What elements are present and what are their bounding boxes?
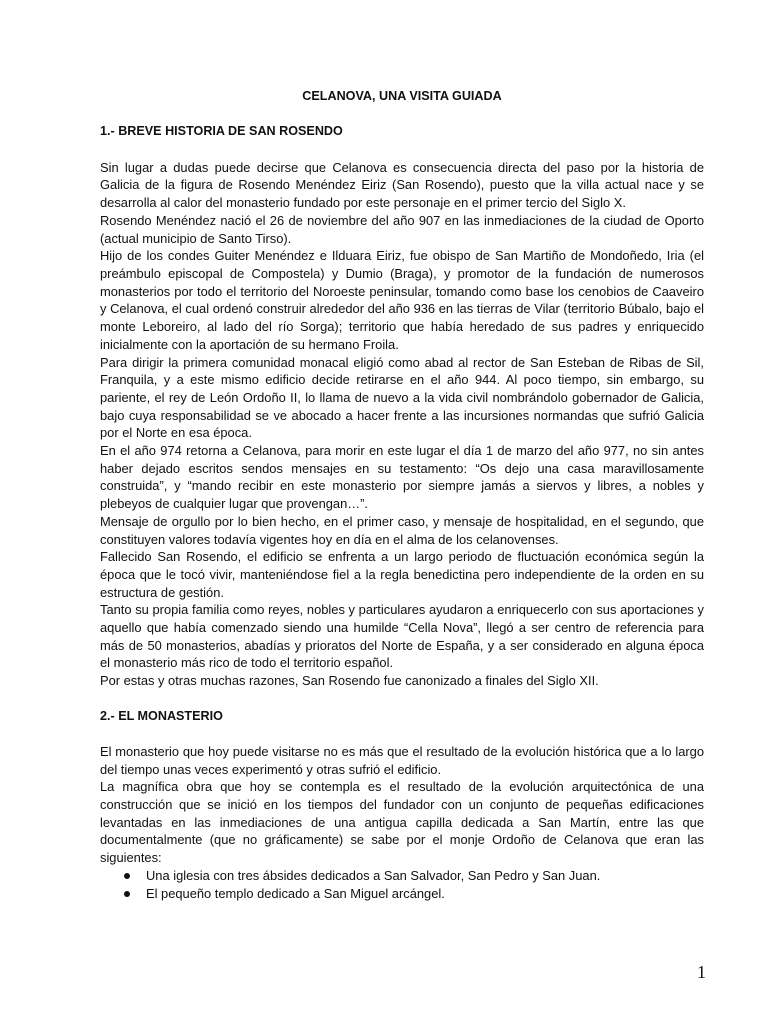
section-heading-monastery: 2.- EL MONASTERIO [100, 708, 223, 723]
bullet-icon [124, 873, 130, 879]
paragraph: Sin lugar a dudas puede decirse que Celanova es consecuencia directa del paso por la historia de Galicia de la figura de Rosendo Menéndez Eiriz (San Rosendo), puesto que la villa actual nace y se desarrolla al calor del monasterio fundado por este personaje en el primer tercio del Siglo X. [100, 159, 704, 211]
spacer [100, 690, 704, 708]
paragraph: La magnífica obra que hoy se contempla es el resultado de la evolución arquitectónica de una construcción que se inició en los tiempos del fundador con un conjunto de pequeñas edificaciones levantadas en las inmediaciones de una antigua capilla dedicada a San Martín, entre las que documentalmente (que no gráficamente) se sabe por el monje Ordoño de Celanova que eran las siguientes: [100, 779, 704, 866]
paragraph: Tanto su propia familia como reyes, nobles y particulares ayudaron a enriquecerlo con sus aportaciones y aquello que había comenzado siendo una humilde “Cella Nova”, llegó a ser centro de referencia para más de 50 monasterios, abadías y prioratos del Norte de España, y a ser considerado en alguna época el monasterio más rico de todo el territorio español. [100, 602, 704, 671]
list-item [100, 885, 704, 903]
page-number: 1 [697, 962, 706, 982]
bullet-icon [124, 891, 130, 897]
list-item [100, 867, 704, 885]
list-item-text: El pequeño templo dedicado a San Miguel arcángel. [146, 885, 445, 901]
paragraph: Para dirigir la primera comunidad monacal eligió como abad al rector de San Esteban de Ribas de Sil, Franquila, y a este mismo edificio decide retirarse en el año 944. Al poco tiempo, sin embargo, su pariente, el rey de León Ordoño II, lo llama de nuevo a la vida civil nombrándolo gobernador de Galicia, bajo cuya responsabilidad se ve abocado a hacer frente a las incursiones normandas que sufrió Galicia por el Norte en esa época. [100, 354, 704, 441]
bullet-list [100, 867, 704, 902]
paragraph: Fallecido San Rosendo, el edificio se enfrenta a un largo periodo de fluctuación económica según la época que le tocó vivir, manteniéndose fiel a la regla benedictina pero independiente de la orden en su estructura de gestión. [100, 549, 704, 600]
paragraph: En el año 974 retorna a Celanova, para morir en este lugar el día 1 de marzo del año 977, no sin antes haber dejado escritos sendos mensajes en su testamento: “Os dejo una casa maravillosamente construida”, y “mando recibir en este monasterio por siempre jamás a siervos y libres, a nobles y plebeyos de cualquier lugar que provengan…”. [100, 443, 704, 512]
document-page [100, 88, 704, 902]
paragraph: Por estas y otras muchas razones, San Rosendo fue canonizado a finales del Siglo XII. [100, 673, 599, 689]
document-title: CELANOVA, UNA VISITA GUIADA [302, 89, 502, 103]
paragraph: Rosendo Menéndez nació el 26 de noviembre del año 907 en las inmediaciones de la ciudad de Oporto (actual municipio de Santo Tirso). [100, 212, 704, 246]
paragraph: Hijo de los condes Guiter Menéndez e Ilduara Eiriz, fue obispo de San Martiño de Mondoñedo, Iria (el preámbulo episcopal de Compostela) y Dumio (Braga), y promotor de la fundación de numerosos monasterios por todo el territorio del Noroeste peninsular, tomando como base los cenobios de Caaveiro y Celanova, el cual ordenó construir alrededor del año 936 en las tierras de Vilar (territorio Búbalo, bajo el monte Leboreiro, al lado del río Sorga); territorio que había heredado de sus padres y enriquecido inicialmente con la aportación de su hermano Froila. [100, 248, 704, 352]
section-heading-history: 1.- BREVE HISTORIA DE SAN ROSENDO [100, 124, 343, 139]
paragraph: El monasterio que hoy puede visitarse no es más que el resultado de la evolución histórica que a lo largo del tiempo unas veces experimentó y otras sufrió el edificio. [100, 743, 704, 777]
paragraph: Mensaje de orgullo por lo bien hecho, en el primer caso, y mensaje de hospitalidad, en el segundo, que constituyen valores todavía vigentes hoy en día en el alma de los celanovenses. [100, 513, 704, 547]
list-item-text: Una iglesia con tres ábsides dedicados a San Salvador, San Pedro y San Juan. [146, 867, 601, 883]
